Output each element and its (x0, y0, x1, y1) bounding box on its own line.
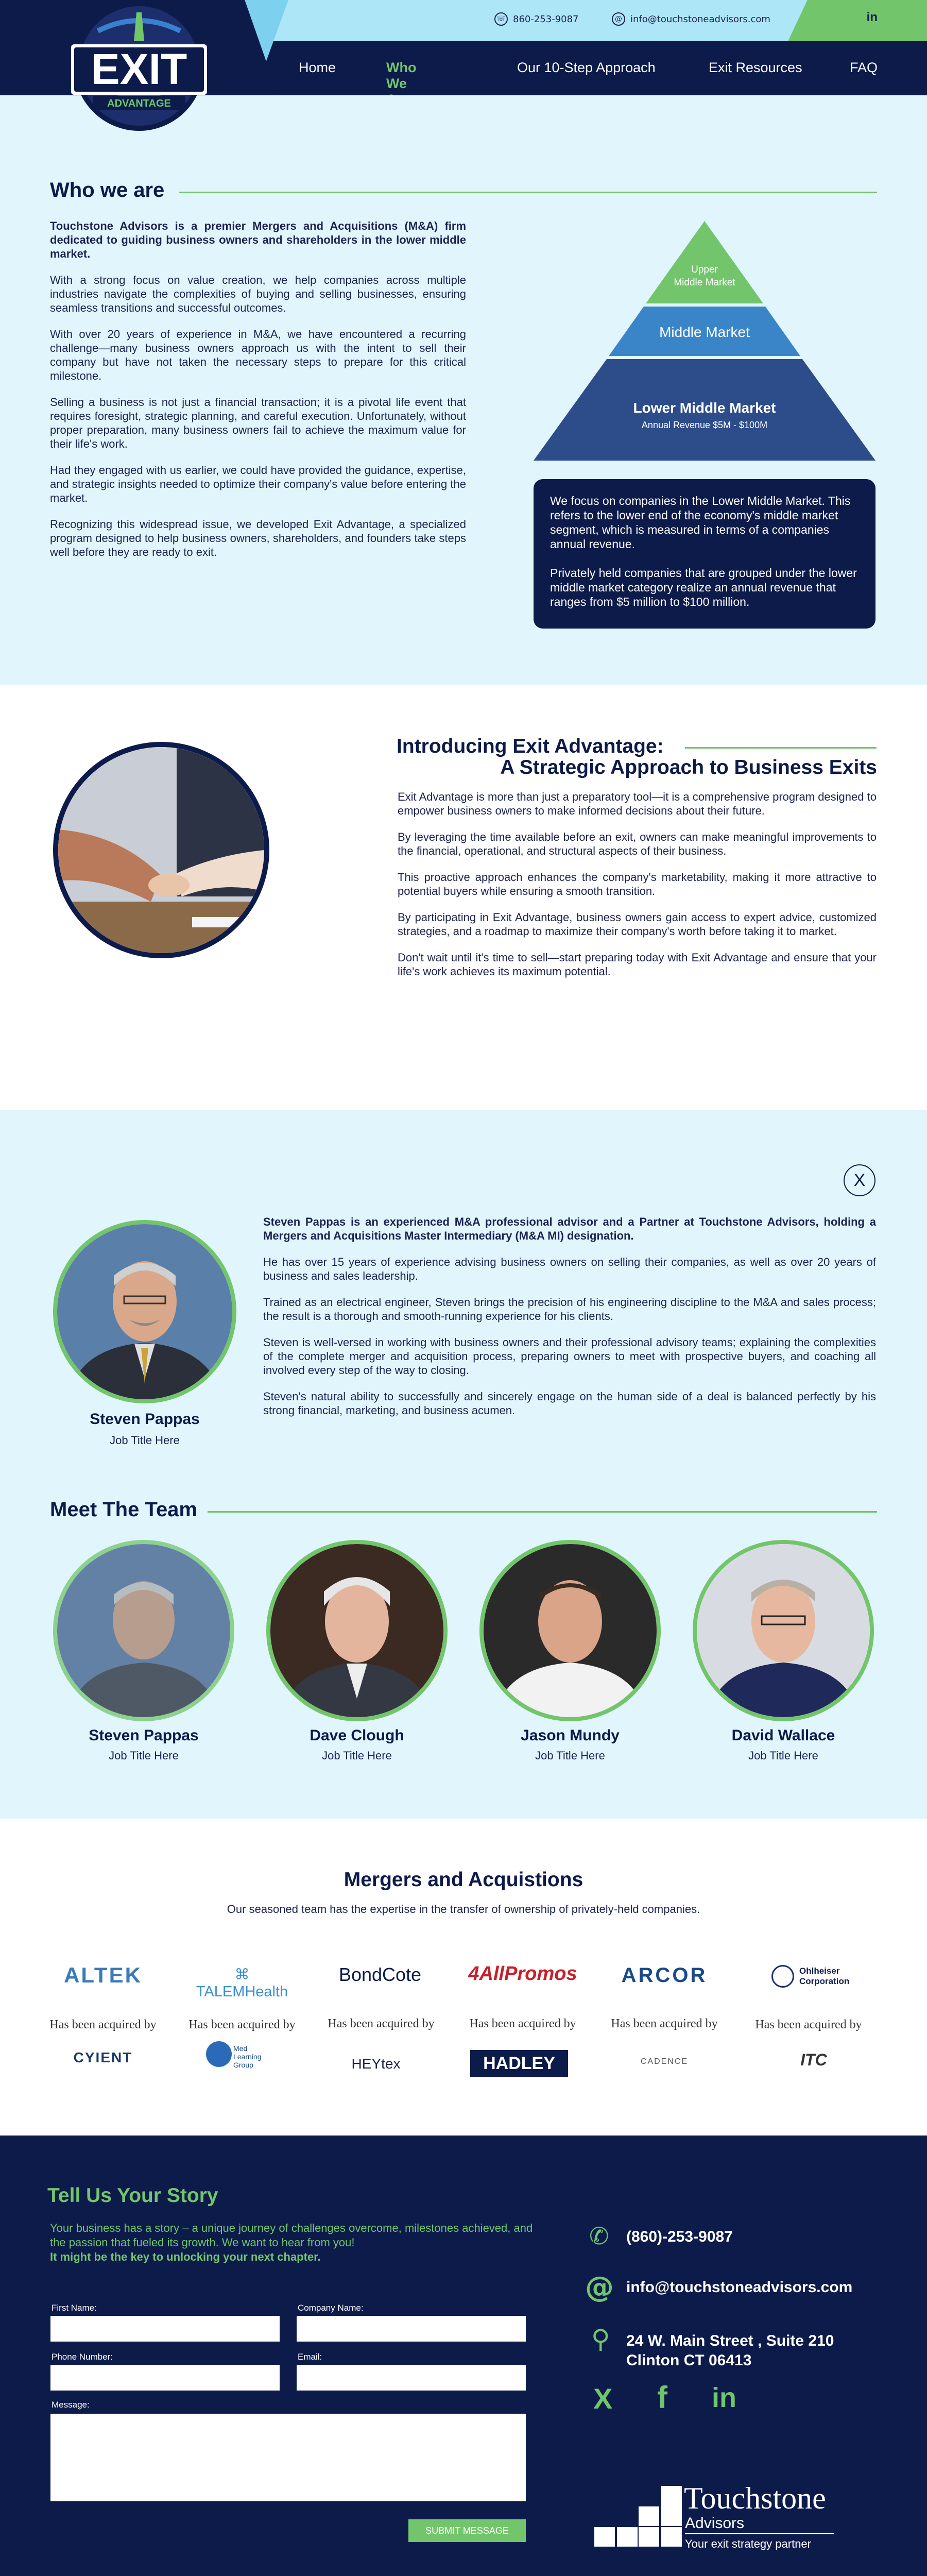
social-strip (788, 0, 927, 41)
mergers-title: Mergers and Acquistions (344, 1869, 583, 1891)
lower-middle-market-box (534, 479, 876, 629)
brand-tagline: Your exit strategy partner (685, 2537, 811, 2550)
handshake-photo (53, 742, 269, 958)
message-textarea[interactable] (50, 2414, 526, 2501)
team-photo-dave-clough[interactable] (266, 1540, 448, 1721)
who-we-are-title: Who we are (50, 179, 165, 201)
header-phone-link[interactable] (494, 12, 579, 26)
close-icon: X (853, 1170, 866, 1190)
contact-phone[interactable]: (860)-253-9087 (626, 2228, 733, 2245)
linkedin-icon[interactable]: in (866, 10, 878, 24)
story-title: Tell Us Your Story (47, 2184, 218, 2207)
submit-message-button[interactable]: SUBMIT MESSAGE (408, 2519, 526, 2542)
who-paragraph: Selling a business is not just a financial transaction; it is a pivotal life event that requires foresight, strategic planning, and careful execution. Unfortunately, without proper preparation, many business owners fail to achieve the maximum value for their life's work. (50, 396, 466, 450)
story-text: Your business has a story – a unique journey of challenges overcome, milestones achieved, and the passion that fueled its growth. We want to hear from you! It might be the key to unlocking your next chapter. (50, 2222, 533, 2263)
story-cta: It might be the key to unlocking your next chapter. (50, 2250, 321, 2263)
who-paragraph: Had they engaged with us earlier, we could have provided the guidance, expertise, and strategic insights needed to optimize their company's value before entering the market. (50, 464, 466, 504)
acquired-label: Has been acquired by (328, 2017, 435, 2030)
acquired-label: Has been acquired by (469, 2017, 576, 2030)
team-member-name: Dave Clough (310, 1727, 404, 1744)
team-member-job: Job Title Here (535, 1749, 605, 1762)
team-member-job: Job Title Here (322, 1749, 392, 1762)
nav-faq[interactable]: FAQ (850, 60, 878, 75)
acquired-label: Has been acquired by (188, 2018, 296, 2031)
first-name-input[interactable] (50, 2316, 280, 2342)
bio-text (263, 1215, 876, 1417)
title-divider (208, 1511, 877, 1513)
bio-job-title: Job Title Here (110, 1434, 180, 1447)
intro-paragraph: This proactive approach enhances the company's marketability, making it more attractive to potential buyers while ensuring a smooth transition. (398, 871, 877, 897)
company-name-label: Company Name: (298, 2303, 364, 2313)
email-icon: @ (612, 12, 625, 26)
svg-text:Middle Market: Middle Market (674, 277, 735, 288)
team-photo-steven-pappas[interactable] (53, 1540, 234, 1721)
message-label: Message: (52, 2400, 90, 2410)
header-email: info@touchstoneadvisors.com (630, 13, 770, 25)
title-divider (179, 192, 877, 193)
logo-hadley: HADLEY (470, 2050, 568, 2077)
nav-10-step-approach[interactable]: Our 10-Step Approach (517, 60, 656, 75)
phone-number-label: Phone Number: (52, 2352, 113, 2362)
team-member-name: David Wallace (731, 1727, 835, 1744)
who-we-are-text (50, 219, 466, 559)
linkedin-icon[interactable]: in (712, 2382, 736, 2413)
who-paragraph: With a strong focus on value creation, we help companies across multiple industries navigate the complexities of buying and selling businesses, ensuring seamless transitions and successful outcomes. (50, 274, 466, 314)
title-divider (685, 747, 877, 749)
who-paragraph: With over 20 years of experience in M&A, we have encountered a recurring challenge—many business owners approach us with the intent to sell their company but have not taken the necessary steps to prepare for this critical milestone. (50, 328, 466, 382)
meet-team-title: Meet The Team (50, 1498, 197, 1521)
intro-title-line1: Introducing Exit Advantage: (397, 735, 664, 757)
logo-arcor: ARCOR (621, 1964, 708, 1987)
bio-paragraph: He has over 15 years of experience advising business owners on selling their companies, as well as over 20 years of business and sales leadership. (263, 1256, 876, 1282)
intro-title-line2: A Strategic Approach to Business Exits (500, 756, 877, 778)
first-name-label: First Name: (52, 2303, 97, 2313)
logo-heytex: HEYtex (351, 2056, 401, 2072)
mergers-subtitle: Our seasoned team has the expertise in the transfer of ownership of privately-held companies. (227, 1903, 700, 1916)
acquired-label: Has been acquired by (611, 2017, 718, 2030)
contact-address: 24 W. Main Street , Suite 210 Clinton CT 06413 (626, 2332, 834, 2369)
who-we-are-section (0, 95, 927, 685)
x-social-icon[interactable]: X (593, 2382, 613, 2415)
phone-number-input[interactable] (50, 2365, 280, 2391)
bio-name: Steven Pappas (90, 1411, 200, 1428)
team-member-job: Job Title Here (109, 1749, 179, 1762)
bio-lead: Steven Pappas is an experienced M&A professional advisor and a Partner at Touchstone Advisors, holding a Mergers and Acquisitions Master Intermediary (M&A MI) designation. (263, 1215, 876, 1242)
svg-text:EXIT: EXIT (91, 45, 187, 93)
brand-sub: Advisors (685, 2515, 745, 2532)
exit-advantage-logo[interactable] (62, 0, 216, 131)
team-member-name: Steven Pappas (89, 1727, 199, 1744)
location-pin-icon: ⚲ (591, 2324, 610, 2354)
header-email-link[interactable] (612, 12, 770, 26)
ohlheiser-emblem-icon (771, 1965, 794, 1988)
market-pyramid (534, 221, 876, 463)
email-label: Email: (298, 2352, 322, 2362)
med-learning-icon (206, 2041, 232, 2067)
intro-paragraph: By leveraging the time available before an exit, owners can make meaningful improvements to the financial, operational, and structural aspects of their business. (398, 831, 877, 857)
svg-text:Upper: Upper (691, 264, 718, 275)
nav-who-we-are[interactable]: Who We (386, 60, 417, 91)
bio-photo-steven-pappas (53, 1220, 236, 1403)
acquired-label: Has been acquired by (755, 2018, 862, 2031)
brand-divider (685, 2533, 834, 2534)
intro-paragraph: Don't wait until it's time to sell—start preparing today with Exit Advantage and ensure that your life's work achieves its maximum potential. (398, 951, 877, 978)
brand-name: Touchstone (684, 2481, 826, 2515)
bio-paragraph: Steven's natural ability to successfully and sincerely engage on the human side of a deal is balanced perfectly by his strong financial, marketing, and business acumen. (263, 1390, 876, 1417)
nav-home[interactable]: Home (299, 60, 336, 75)
svg-text:ADVANTAGE: ADVANTAGE (107, 98, 171, 109)
box-paragraph: We focus on companies in the Lower Middle Market. This refers to the lower end of the economy's middle market segment, which is measured in terms of a companies annual revenue. (550, 494, 851, 551)
email-icon: @ (585, 2270, 614, 2304)
bio-paragraph: Steven is well-versed in working with business owners and their professional advisory teams; explaining the complexities of the complete merger and acquisition process, preparing owners to meet with prospective buyers, and coaching all involved every step of the way to closing. (263, 1336, 876, 1377)
who-paragraph: Recognizing this widespread issue, we developed Exit Advantage, a specialized program designed to help business owners, shareholders, and founders take steps well before they are ready to exit. (50, 518, 466, 558)
svg-text:Annual Revenue $5M - $100M: Annual Revenue $5M - $100M (641, 420, 768, 430)
facebook-icon[interactable]: f (657, 2380, 667, 2415)
acquired-label: Has been acquired by (49, 2018, 157, 2031)
svg-text:Middle Market: Middle Market (659, 324, 750, 340)
logo-bondcote: BondCote (338, 1964, 422, 1985)
touchstone-logo-icon (594, 2486, 687, 2547)
team-photo-jason-mundy[interactable] (479, 1540, 661, 1721)
introducing-section (0, 685, 927, 1110)
intro-paragraph: By participating in Exit Advantage, business owners gain access to expert advice, customized strategies, and a roadmap to maximize their company's worth before taking it to market. (398, 911, 877, 938)
phone-icon: ☏ (494, 12, 508, 26)
contact-email[interactable]: info@touchstoneadvisors.com (626, 2279, 853, 2296)
svg-text:Lower Middle Market: Lower Middle Market (633, 400, 776, 416)
logo-altek: ALTEK (64, 1963, 142, 1987)
box-paragraph: Privately held companies that are grouped under the lower middle market category realize an annual revenue that ranges from $5 million to $100 million. (550, 566, 857, 608)
team-member-job: Job Title Here (748, 1749, 818, 1762)
intro-paragraph: Exit Advantage is more than just a preparatory tool—it is a comprehensive program designed to empower business owners to make informed decisions about their future. (398, 790, 877, 817)
email-input[interactable] (297, 2365, 526, 2391)
bio-paragraph: Trained as an electrical engineer, Steven brings the precision of his engineering discipline to the M&A and sales process; the result is a thorough and smooth-running experience for his clients. (263, 1296, 876, 1323)
team-section (0, 1110, 927, 1819)
header-phone: 860-253-9087 (513, 13, 579, 25)
contact-section (0, 2136, 927, 2576)
close-bio-button[interactable] (844, 1164, 876, 1196)
intro-text (398, 790, 877, 978)
logo-cyient: CYIENT (73, 2049, 133, 2065)
nav-exit-resources[interactable]: Exit Resources (709, 60, 802, 75)
team-member-name: Jason Mundy (521, 1727, 620, 1744)
team-photo-david-wallace[interactable] (693, 1540, 874, 1721)
logo-4allpromos: 4AllPromos (468, 1963, 577, 1985)
logo-cadence: CADENCE (640, 2057, 689, 2066)
mergers-section: Mergers and Acquistions Our seasoned team has the expertise in the transfer of ownership of privately-held companies. ALTEK ⌘ TALEMHealth BondCote 4AllPromos ARCOR Ohlheiser Corporation Has been acquired by Has been acquired by Has been acquired by Has been acquired by Has been acquired by Has been acquired by CYIENT Med Learning Group HEYtex HADLEY CADENCE ITC (0, 1819, 927, 2136)
who-intro: Touchstone Advisors is a premier Mergers and Acquisitions (M&A) firm dedicated to guiding business owners and shareholders in the lower middle market. (50, 219, 466, 260)
company-name-input[interactable] (297, 2316, 526, 2342)
phone-icon: ✆ (589, 2222, 609, 2250)
logo-itc: ITC (800, 2050, 827, 2069)
talem-icon: ⌘ (234, 1967, 250, 1983)
logo-talemhealth: ⌘ TALEMHealth (196, 1967, 288, 2000)
